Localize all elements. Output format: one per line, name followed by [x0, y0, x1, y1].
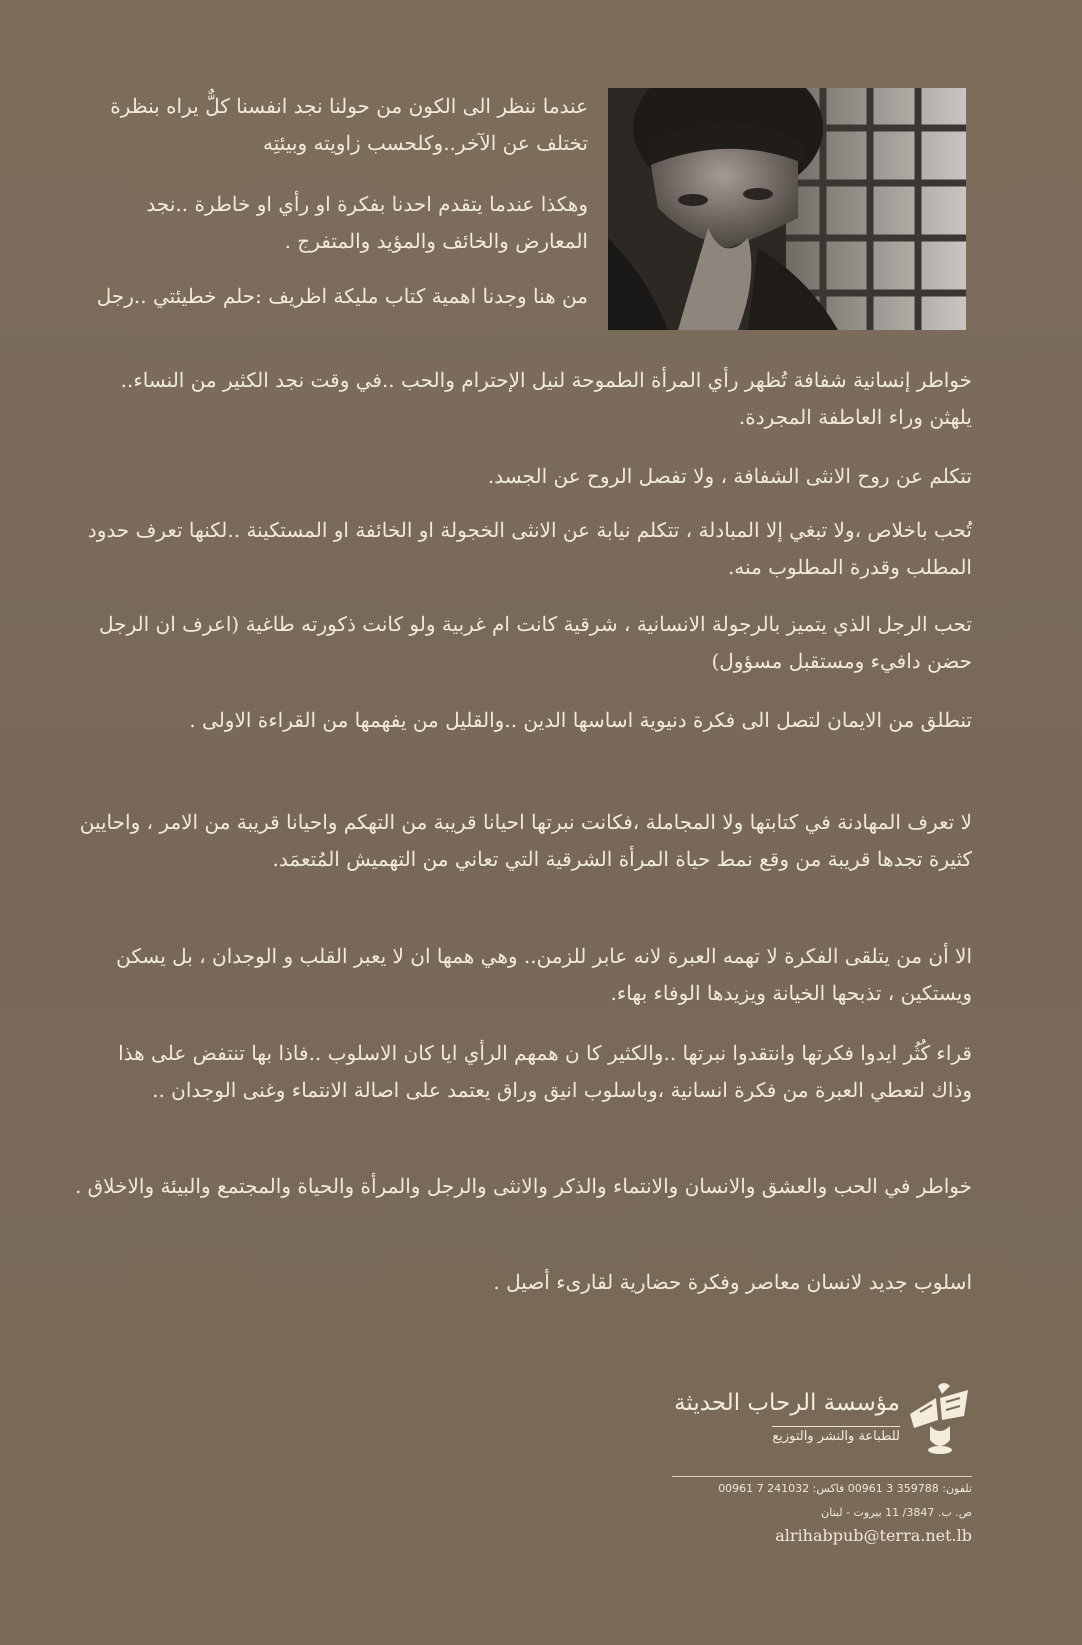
body-paragraph-6: لا تعرف المهادنة في كتابتها ولا المجاملة ،فكانت نبرتها احيانا قريبة من التهكم واحيانا قريبة من الامر ، واحايين كثيرة تجدها قريبة من وقع نمط حياة المرأة الشرقية التي تعاني من التهميش المُتعمَد.: [79, 810, 972, 871]
author-photo: [608, 88, 966, 330]
intro-paragraph-1: عندما ننظر الى الكون من حولنا نجد انفسنا كلٌّ يراه بنظرة تختلف عن الآخر..وكلحسب زاويته وبيئتِه: [110, 94, 588, 155]
intro-paragraph-3: من هنا وجدنا اهمية كتاب مليكة اظريف :حلم خطيئتي ..رجل: [96, 284, 588, 308]
body-paragraph-9: خواطر في الحب والعشق والانسان والانتماء والذكر والانثى والرجل والمرأة والحياة والمجتمع والبيئة والاخلاق .: [74, 1174, 972, 1198]
body-paragraph-2: تتكلم عن روح الانثى الشفافة ، ولا تفصل الروح عن الجسد.: [487, 464, 972, 488]
body-paragraph-10: اسلوب جديد لانسان معاصر وفكرة حضارية لقارىء أصيل .: [493, 1270, 972, 1294]
body-paragraph-3: تُحب باخلاص ،ولا تبغي إلا المبادلة ، تتكلم نيابة عن الانثى الخجولة او الخائفة او المستكينة ..لكنها تعرف حدود المطلب وقدرة المطلوب منه.: [87, 518, 972, 579]
intro-paragraph-2: وهكذا عندما يتقدم احدنا بفكرة او رأي او خاطرة ..نجد المعارض والخائف والمؤيد والمتفرج .: [146, 192, 588, 253]
contact-divider: [672, 1476, 972, 1477]
publisher-tagline: للطباعة والنشر والتوزيع: [772, 1426, 900, 1444]
publisher-name: مؤسسة الرحاب الحديثة: [674, 1390, 900, 1416]
publisher-email[interactable]: alrihabpub@terra.net.lb: [775, 1526, 972, 1545]
body-paragraph-1: خواطر إنسانية شفافة تُظهر رأي المرأة الطموحة لنيل الإحترام والحب ..في وقت نجد الكثير من النساء.. يلهثن وراء العاطفة المجردة.: [120, 368, 972, 429]
body-paragraph-4: تحب الرجل الذي يتميز بالرجولة الانسانية ، شرقية كانت ام غربية ولو كانت ذكورته طاغية (اعرف ان الرجل حضن دافيء ومستقبل مسؤول): [99, 612, 972, 673]
body-paragraph-5: تنطلق من الايمان لتصل الى فكرة دنيوية اساسها الدين ..والقليل من يفهمها من القراءة الاولى .: [189, 708, 972, 732]
woman-at-window-photo: [608, 88, 966, 330]
publisher-phone: تلفون: 359788 3 00961 فاكس: 241032 7 00961: [718, 1482, 972, 1495]
body-paragraph-8: قراء كُثُر ايدوا فكرتها وانتقدوا نبرتها ..والكثير كا ن همهم الرأي ايا كان الاسلوب ..فاذا بها تنتفض على هذا وذاك لتعطي العبرة من فكرة انسانية ،وباسلوب انيق وراق يعتمد على اصالة الانتماء وغنى الوجدان ..: [118, 1041, 972, 1102]
publisher-pobox: ص. ب. 3847/ 11 بيروت - لبنان: [821, 1506, 972, 1519]
body-paragraph-7: الا أن من يتلقى الفكرة لا تهمه العبرة لانه عابر للزمن.. وهي همها ان لا يعبر القلب و الوجدان ، بل يسكن ويستكين ، تذبحها الخيانة ويزيدها الوفاء بهاء.: [116, 944, 972, 1005]
publisher-logo: [676, 1380, 972, 1460]
open-book-lamp-icon: [906, 1380, 972, 1456]
